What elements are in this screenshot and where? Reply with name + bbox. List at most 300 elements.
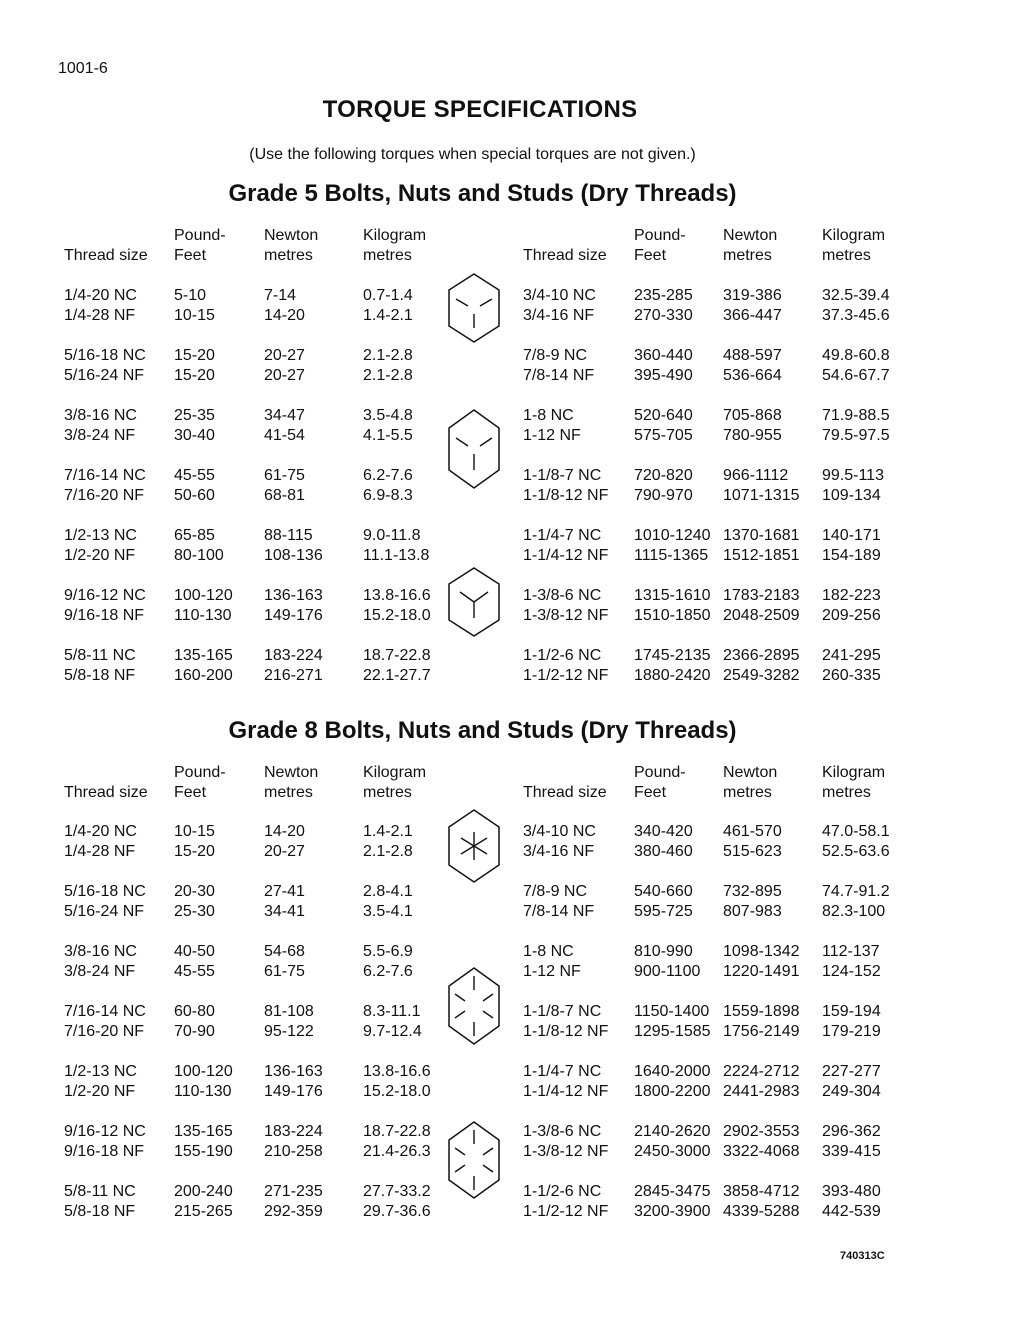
table-cell: 1/4-28 NF	[64, 843, 136, 860]
row-gap	[64, 566, 146, 586]
table-cell: 15-20	[174, 843, 215, 860]
table-cell: 1-1/2-6 NC	[523, 1183, 602, 1200]
row-gap	[723, 326, 800, 346]
grade8-left-lbft-col	[174, 822, 233, 1222]
grade5-left-kgm-col	[363, 286, 431, 686]
table-cell: 209-256	[822, 607, 881, 624]
table-cell: 61-75	[264, 467, 305, 484]
table-cell: 2224-2712	[723, 1063, 800, 1080]
row-gap	[723, 626, 800, 646]
grade5-left-header-nm: Newton metres	[264, 227, 319, 264]
row-gap	[523, 862, 608, 882]
table-cell: 3/8-16 NC	[64, 407, 137, 424]
table-cell: 34-47	[264, 407, 305, 424]
grade8-hex-asterisk-icon	[446, 808, 502, 884]
grade8-right-nm-col	[723, 822, 800, 1222]
table-cell: 88-115	[264, 527, 313, 544]
table-cell: 3/4-16 NF	[523, 307, 595, 324]
table-cell: 179-219	[822, 1023, 881, 1040]
table-cell: 10-15	[174, 307, 215, 324]
table-cell: 2.1-2.8	[363, 367, 413, 384]
table-cell: 6.2-7.6	[363, 467, 413, 484]
table-cell: 29.7-36.6	[363, 1203, 431, 1220]
table-cell: 68-81	[264, 487, 305, 504]
grade8-left-header-thread: Thread size	[64, 784, 148, 801]
row-gap	[523, 1162, 608, 1182]
row-gap	[64, 1162, 146, 1182]
table-cell: 9.0-11.8	[363, 527, 421, 544]
table-cell: 216-271	[264, 667, 323, 684]
row-gap	[363, 326, 431, 346]
table-cell: 366-447	[723, 307, 782, 324]
row-gap	[264, 862, 323, 882]
table-cell: 52.5-63.6	[822, 843, 890, 860]
table-cell: 360-440	[634, 347, 693, 364]
row-gap	[822, 446, 890, 466]
row-gap	[174, 982, 233, 1002]
table-cell: 1-8 NC	[523, 943, 574, 960]
figure-code: 740313C	[840, 1250, 885, 1262]
table-cell: 2549-3282	[723, 667, 800, 684]
table-cell: 9/16-18 NF	[64, 1143, 145, 1160]
row-gap	[723, 862, 800, 882]
table-cell: 136-163	[264, 587, 323, 604]
grade5-right-kgm-col	[822, 286, 890, 686]
table-cell: 5/8-11 NC	[64, 647, 136, 664]
table-cell: 442-539	[822, 1203, 881, 1220]
grade8-hex-six-marks-icon	[446, 1120, 502, 1200]
row-gap	[634, 1162, 711, 1182]
table-cell: 149-176	[264, 1083, 323, 1100]
table-cell: 14-20	[264, 823, 305, 840]
table-cell: 2366-2895	[723, 647, 800, 664]
table-cell: 720-820	[634, 467, 693, 484]
table-cell: 595-725	[634, 903, 693, 920]
grade8-title: Grade 8 Bolts, Nuts and Studs (Dry Threads)	[228, 717, 737, 744]
table-cell: 5.5-6.9	[363, 943, 413, 960]
table-cell: 112-137	[822, 943, 880, 960]
row-gap	[723, 1162, 800, 1182]
grade8-left-header-nm: Newton metres	[264, 764, 319, 801]
table-cell: 18.7-22.8	[363, 1123, 431, 1140]
grade8-left-nm-col	[264, 822, 323, 1222]
table-cell: 1-3/8-12 NF	[523, 1143, 609, 1160]
row-gap	[634, 862, 711, 882]
row-gap	[363, 922, 431, 942]
table-cell: 14-20	[264, 307, 305, 324]
grade8-right-lbft-col	[634, 822, 711, 1222]
table-cell: 100-120	[174, 1063, 233, 1080]
table-cell: 3200-3900	[634, 1203, 711, 1220]
table-cell: 1-3/8-12 NF	[523, 607, 609, 624]
table-cell: 249-304	[822, 1083, 881, 1100]
table-cell: 1150-1400	[634, 1003, 710, 1020]
table-cell: 71.9-88.5	[822, 407, 890, 424]
row-gap	[174, 1162, 233, 1182]
grade8-right-header-thread: Thread size	[523, 784, 607, 801]
table-cell: 11.1-13.8	[363, 547, 430, 564]
grade5-hex-y-mark-icon	[446, 566, 502, 638]
table-cell: 1010-1240	[634, 527, 711, 544]
table-cell: 149-176	[264, 607, 323, 624]
grade5-left-header-kgm: Kilogram metres	[363, 227, 427, 264]
table-cell: 1/4-20 NC	[64, 823, 137, 840]
table-cell: 536-664	[723, 367, 782, 384]
row-gap	[822, 982, 890, 1002]
table-cell: 235-285	[634, 287, 693, 304]
row-gap	[723, 446, 800, 466]
table-cell: 1115-1365	[634, 547, 709, 564]
row-gap	[822, 1102, 890, 1122]
row-gap	[634, 626, 711, 646]
grade8-left-header-lbft: Pound- Feet	[174, 764, 226, 801]
table-cell: 136-163	[264, 1063, 323, 1080]
table-cell: 1-12 NF	[523, 427, 581, 444]
table-cell: 1-1/4-7 NC	[523, 1063, 602, 1080]
table-cell: 5/8-18 NF	[64, 1203, 136, 1220]
row-gap	[363, 1042, 431, 1062]
table-cell: 1783-2183	[723, 587, 800, 604]
table-cell: 25-30	[174, 903, 215, 920]
table-cell: 1/4-28 NF	[64, 307, 136, 324]
table-cell: 3/8-24 NF	[64, 427, 136, 444]
table-cell: 1/2-13 NC	[64, 1063, 137, 1080]
table-cell: 520-640	[634, 407, 693, 424]
grade5-hex-three-marks-icon	[446, 408, 502, 490]
table-cell: 124-152	[822, 963, 881, 980]
row-gap	[523, 566, 608, 586]
row-gap	[634, 1102, 711, 1122]
table-cell: 260-335	[822, 667, 881, 684]
row-gap	[64, 626, 146, 646]
row-gap	[64, 1102, 146, 1122]
table-cell: 5/8-11 NC	[64, 1183, 136, 1200]
usage-note: (Use the following torques when special torques are not given.)	[249, 146, 696, 163]
table-cell: 1-3/8-6 NC	[523, 587, 602, 604]
table-cell: 49.8-60.8	[822, 347, 890, 364]
table-cell: 810-990	[634, 943, 693, 960]
table-cell: 1756-2149	[723, 1023, 800, 1040]
table-cell: 80-100	[174, 547, 224, 564]
table-cell: 488-597	[723, 347, 782, 364]
table-cell: 3322-4068	[723, 1143, 800, 1160]
table-cell: 1/2-20 NF	[64, 1083, 136, 1100]
table-cell: 9/16-18 NF	[64, 607, 145, 624]
table-cell: 1559-1898	[723, 1003, 800, 1020]
table-cell: 2441-2983	[723, 1083, 800, 1100]
row-gap	[174, 446, 233, 466]
table-cell: 13.8-16.6	[363, 1063, 431, 1080]
table-cell: 20-30	[174, 883, 215, 900]
table-cell: 3.5-4.1	[363, 903, 413, 920]
table-cell: 7/8-14 NF	[523, 903, 595, 920]
table-cell: 4.1-5.5	[363, 427, 413, 444]
table-cell: 135-165	[174, 1123, 233, 1140]
table-cell: 45-55	[174, 467, 215, 484]
table-cell: 2450-3000	[634, 1143, 711, 1160]
grade8-left-thread-col	[64, 822, 146, 1222]
table-cell: 575-705	[634, 427, 693, 444]
table-cell: 1-3/8-6 NC	[523, 1123, 602, 1140]
grade5-left-lbft-col	[174, 286, 233, 686]
table-cell: 27-41	[264, 883, 305, 900]
table-cell: 1-8 NC	[523, 407, 574, 424]
table-cell: 79.5-97.5	[822, 427, 890, 444]
table-cell: 15-20	[174, 347, 215, 364]
table-cell: 319-386	[723, 287, 782, 304]
row-gap	[523, 1042, 608, 1062]
table-cell: 292-359	[264, 1203, 323, 1220]
table-cell: 7/8-9 NC	[523, 347, 588, 364]
grade8-right-kgm-col	[822, 822, 890, 1222]
table-cell: 30-40	[174, 427, 215, 444]
table-cell: 60-80	[174, 1003, 215, 1020]
table-cell: 1-1/8-12 NF	[523, 487, 609, 504]
grade8-right-header-kgm: Kilogram metres	[822, 764, 886, 801]
table-cell: 1370-1681	[723, 527, 800, 544]
table-cell: 74.7-91.2	[822, 883, 890, 900]
row-gap	[174, 566, 233, 586]
table-cell: 25-35	[174, 407, 215, 424]
table-cell: 270-330	[634, 307, 693, 324]
table-cell: 9/16-12 NC	[64, 587, 146, 604]
table-cell: 1-1/4-7 NC	[523, 527, 602, 544]
row-gap	[822, 862, 890, 882]
table-cell: 3/4-10 NC	[523, 823, 596, 840]
table-cell: 1295-1585	[634, 1023, 711, 1040]
table-cell: 210-258	[264, 1143, 323, 1160]
row-gap	[822, 326, 890, 346]
table-cell: 1512-1851	[723, 547, 800, 564]
table-cell: 1-1/2-6 NC	[523, 647, 602, 664]
table-cell: 1-1/4-12 NF	[523, 1083, 609, 1100]
table-cell: 183-224	[264, 1123, 323, 1140]
grade5-right-thread-col	[523, 286, 608, 686]
page-title: TORQUE SPECIFICATIONS	[322, 96, 638, 123]
row-gap	[523, 1102, 608, 1122]
row-gap	[723, 506, 800, 526]
grade8-hex-six-marks-icon	[446, 966, 502, 1046]
table-cell: 732-895	[723, 883, 782, 900]
table-cell: 1-1/2-12 NF	[523, 1203, 609, 1220]
table-cell: 7/16-20 NF	[64, 487, 145, 504]
table-cell: 340-420	[634, 823, 693, 840]
row-gap	[64, 1042, 146, 1062]
table-cell: 3/4-10 NC	[523, 287, 596, 304]
table-cell: 27.7-33.2	[363, 1183, 431, 1200]
table-cell: 900-1100	[634, 963, 701, 980]
row-gap	[264, 1042, 323, 1062]
row-gap	[264, 566, 323, 586]
table-cell: 705-868	[723, 407, 782, 424]
table-cell: 1-12 NF	[523, 963, 581, 980]
table-cell: 1-1/2-12 NF	[523, 667, 609, 684]
row-gap	[634, 566, 711, 586]
row-gap	[264, 386, 323, 406]
row-gap	[523, 326, 608, 346]
table-cell: 6.2-7.6	[363, 963, 413, 980]
row-gap	[634, 446, 711, 466]
table-cell: 1098-1342	[723, 943, 800, 960]
row-gap	[363, 862, 431, 882]
row-gap	[64, 982, 146, 1002]
table-cell: 81-108	[264, 1003, 314, 1020]
table-cell: 8.3-11.1	[363, 1003, 421, 1020]
table-cell: 807-983	[723, 903, 782, 920]
row-gap	[363, 1162, 431, 1182]
table-cell: 9/16-12 NC	[64, 1123, 146, 1140]
row-gap	[523, 626, 608, 646]
table-cell: 155-190	[174, 1143, 233, 1160]
table-cell: 54.6-67.7	[822, 367, 890, 384]
table-cell: 1071-1315	[723, 487, 800, 504]
row-gap	[634, 326, 711, 346]
table-cell: 215-265	[174, 1203, 233, 1220]
grade5-right-header-lbft: Pound- Feet	[634, 227, 686, 264]
row-gap	[723, 1042, 800, 1062]
row-gap	[363, 386, 431, 406]
row-gap	[264, 626, 323, 646]
row-gap	[174, 922, 233, 942]
grade8-right-header-nm: Newton metres	[723, 764, 778, 801]
table-cell: 154-189	[822, 547, 881, 564]
row-gap	[174, 326, 233, 346]
table-cell: 15.2-18.0	[363, 1083, 431, 1100]
grade5-right-nm-col	[723, 286, 800, 686]
grade5-left-thread-col	[64, 286, 146, 686]
table-cell: 99.5-113	[822, 467, 884, 484]
table-cell: 45-55	[174, 963, 215, 980]
grade5-left-header-thread: Thread size	[64, 247, 148, 264]
table-cell: 47.0-58.1	[822, 823, 890, 840]
table-cell: 61-75	[264, 963, 305, 980]
table-cell: 20-27	[264, 843, 305, 860]
table-cell: 50-60	[174, 487, 215, 504]
row-gap	[363, 506, 431, 526]
table-cell: 1220-1491	[723, 963, 800, 980]
table-cell: 5/8-18 NF	[64, 667, 136, 684]
table-cell: 5/16-24 NF	[64, 903, 145, 920]
table-cell: 1-1/8-12 NF	[523, 1023, 609, 1040]
table-cell: 1-1/8-7 NC	[523, 467, 602, 484]
row-gap	[822, 566, 890, 586]
table-cell: 1.4-2.1	[363, 823, 413, 840]
grade5-left-nm-col	[264, 286, 323, 686]
grade5-left-header-lbft: Pound- Feet	[174, 227, 226, 264]
row-gap	[264, 1102, 323, 1122]
table-cell: 5/16-18 NC	[64, 347, 146, 364]
table-cell: 108-136	[264, 547, 323, 564]
table-cell: 2.8-4.1	[363, 883, 413, 900]
table-cell: 9.7-12.4	[363, 1023, 422, 1040]
table-cell: 15.2-18.0	[363, 607, 431, 624]
table-cell: 2140-2620	[634, 1123, 711, 1140]
page-number: 1001-6	[58, 60, 108, 77]
row-gap	[523, 922, 608, 942]
table-cell: 1510-1850	[634, 607, 711, 624]
table-cell: 34-41	[264, 903, 305, 920]
table-cell: 540-660	[634, 883, 693, 900]
table-cell: 1745-2135	[634, 647, 711, 664]
table-cell: 7/16-14 NC	[64, 467, 146, 484]
row-gap	[634, 922, 711, 942]
table-cell: 241-295	[822, 647, 881, 664]
row-gap	[64, 922, 146, 942]
row-gap	[822, 626, 890, 646]
row-gap	[264, 506, 323, 526]
row-gap	[363, 566, 431, 586]
grade5-hex-three-marks-icon	[446, 272, 502, 344]
table-cell: 1-1/4-12 NF	[523, 547, 609, 564]
row-gap	[64, 506, 146, 526]
table-cell: 7-14	[264, 287, 297, 304]
table-cell: 296-362	[822, 1123, 881, 1140]
table-cell: 22.1-27.7	[363, 667, 431, 684]
table-cell: 18.7-22.8	[363, 647, 431, 664]
table-cell: 32.5-39.4	[822, 287, 890, 304]
row-gap	[363, 626, 431, 646]
row-gap	[264, 446, 323, 466]
table-cell: 2845-3475	[634, 1183, 711, 1200]
grade5-right-header-kgm: Kilogram metres	[822, 227, 886, 264]
table-cell: 2048-2509	[723, 607, 800, 624]
row-gap	[523, 506, 608, 526]
grade5-right-header-nm: Newton metres	[723, 227, 778, 264]
table-cell: 3/8-16 NC	[64, 943, 137, 960]
table-cell: 65-85	[174, 527, 215, 544]
table-cell: 3.5-4.8	[363, 407, 413, 424]
table-cell: 82.3-100	[822, 903, 886, 920]
row-gap	[822, 1162, 890, 1182]
table-cell: 109-134	[822, 487, 881, 504]
row-gap	[264, 326, 323, 346]
row-gap	[363, 982, 431, 1002]
table-cell: 182-223	[822, 587, 881, 604]
table-cell: 1880-2420	[634, 667, 711, 684]
table-cell: 6.9-8.3	[363, 487, 413, 504]
grade5-right-lbft-col	[634, 286, 711, 686]
row-gap	[174, 386, 233, 406]
table-cell: 461-570	[723, 823, 782, 840]
table-cell: 5-10	[174, 287, 207, 304]
row-gap	[64, 862, 146, 882]
row-gap	[523, 386, 608, 406]
table-cell: 3/8-24 NF	[64, 963, 136, 980]
row-gap	[822, 506, 890, 526]
table-cell: 393-480	[822, 1183, 881, 1200]
table-cell: 7/16-14 NC	[64, 1003, 146, 1020]
row-gap	[174, 1102, 233, 1122]
table-cell: 41-54	[264, 427, 305, 444]
row-gap	[363, 1102, 431, 1122]
table-cell: 7/8-9 NC	[523, 883, 588, 900]
table-cell: 20-27	[264, 347, 305, 364]
row-gap	[363, 446, 431, 466]
row-gap	[723, 566, 800, 586]
table-cell: 380-460	[634, 843, 693, 860]
row-gap	[634, 386, 711, 406]
table-cell: 3/4-16 NF	[523, 843, 595, 860]
table-cell: 2902-3553	[723, 1123, 800, 1140]
table-cell: 37.3-45.6	[822, 307, 890, 324]
table-cell: 15-20	[174, 367, 215, 384]
table-cell: 10-15	[174, 823, 215, 840]
row-gap	[64, 386, 146, 406]
table-cell: 95-122	[264, 1023, 314, 1040]
table-cell: 1800-2200	[634, 1083, 711, 1100]
table-cell: 1/4-20 NC	[64, 287, 137, 304]
table-cell: 790-970	[634, 487, 693, 504]
